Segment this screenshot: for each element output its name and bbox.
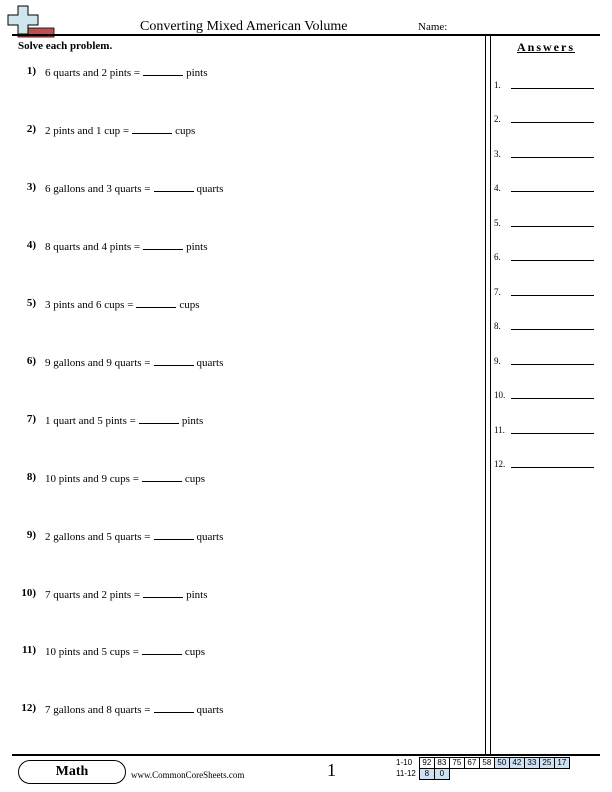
answer-line bbox=[511, 226, 594, 227]
answer-blank bbox=[154, 355, 194, 366]
answer-number: 2. bbox=[494, 114, 501, 124]
answer-line bbox=[511, 398, 594, 399]
score-table bbox=[394, 757, 570, 780]
problem-item bbox=[18, 529, 478, 543]
problem-unit: quarts bbox=[196, 704, 224, 716]
answer-line bbox=[511, 364, 594, 365]
score-cell: 50 bbox=[494, 758, 509, 769]
problem-text: 10 pints and 5 cups = bbox=[45, 646, 139, 658]
problem-text: 10 pints and 9 cups = bbox=[45, 473, 139, 485]
answer-line bbox=[511, 191, 594, 192]
problem-unit: cups bbox=[179, 299, 200, 311]
problem-number: 6) bbox=[26, 355, 36, 367]
answer-slot bbox=[494, 80, 594, 92]
score-cell: 17 bbox=[554, 758, 569, 769]
answer-line bbox=[511, 329, 594, 330]
answer-number: 11. bbox=[494, 425, 505, 435]
answer-line bbox=[511, 157, 594, 158]
problem-item bbox=[18, 413, 478, 427]
footer-rule bbox=[12, 754, 600, 756]
answer-blank bbox=[143, 587, 183, 598]
problem-item bbox=[18, 65, 478, 79]
problem-unit: pints bbox=[181, 415, 204, 427]
answer-slot bbox=[494, 252, 594, 264]
answer-blank bbox=[142, 644, 182, 655]
problem-item bbox=[18, 587, 478, 601]
answer-number: 10. bbox=[494, 390, 506, 400]
answer-slot bbox=[494, 321, 594, 333]
problem-number: 3) bbox=[26, 181, 36, 193]
answer-line bbox=[511, 88, 594, 89]
score-cell: 92 bbox=[419, 758, 434, 769]
answer-blank bbox=[143, 239, 183, 250]
problem-number: 1) bbox=[26, 65, 36, 77]
column-divider bbox=[485, 35, 491, 755]
answer-blank bbox=[154, 181, 194, 192]
answers-heading: Answers bbox=[517, 40, 575, 54]
answer-number: 3. bbox=[494, 149, 501, 159]
math-badge: Math bbox=[18, 760, 126, 784]
score-cell: 25 bbox=[539, 758, 554, 769]
problem-item bbox=[18, 702, 478, 716]
answer-number: 5. bbox=[494, 218, 501, 228]
answer-slot bbox=[494, 459, 594, 471]
score-cell: 58 bbox=[479, 758, 494, 769]
problem-unit: pints bbox=[186, 589, 208, 601]
problem-text: 6 gallons and 3 quarts = bbox=[45, 183, 151, 195]
answer-blank bbox=[132, 123, 172, 134]
header-rule bbox=[12, 34, 600, 36]
answer-line bbox=[511, 467, 594, 468]
score-cell: 75 bbox=[449, 758, 464, 769]
problem-unit: quarts bbox=[196, 531, 224, 543]
problem-unit: pints bbox=[186, 67, 208, 79]
answer-number: 1. bbox=[494, 80, 501, 90]
problem-text: 6 quarts and 2 pints = bbox=[45, 67, 141, 79]
problem-unit: quarts bbox=[196, 183, 224, 195]
problem-number: 9) bbox=[26, 529, 36, 541]
score-row-label: 11-12 bbox=[396, 769, 416, 778]
answer-line bbox=[511, 295, 594, 296]
answer-blank bbox=[154, 702, 194, 713]
answer-blank bbox=[154, 529, 194, 540]
answer-blank bbox=[136, 297, 176, 308]
score-row-label: 1-10 bbox=[396, 758, 413, 767]
problem-text: 8 quarts and 4 pints = bbox=[45, 241, 141, 253]
plus-logo-icon bbox=[4, 4, 68, 38]
answer-slot bbox=[494, 287, 594, 299]
problem-text: 3 pints and 6 cups = bbox=[45, 299, 134, 311]
problem-unit: cups bbox=[175, 125, 196, 137]
answer-line bbox=[511, 260, 594, 261]
problem-item bbox=[18, 355, 478, 369]
problem-unit: pints bbox=[186, 241, 208, 253]
problem-number: 12) bbox=[21, 702, 36, 714]
problem-item bbox=[18, 644, 478, 658]
problem-number: 11) bbox=[21, 644, 36, 656]
problem-text: 7 quarts and 2 pints = bbox=[45, 589, 141, 601]
answer-number: 4. bbox=[494, 183, 501, 193]
name-label: Name: bbox=[418, 21, 448, 33]
problem-number: 5) bbox=[26, 297, 36, 309]
problem-text: 9 gallons and 9 quarts = bbox=[45, 357, 151, 369]
answer-number: 12. bbox=[494, 459, 506, 469]
answer-line bbox=[511, 433, 594, 434]
problem-number: 10) bbox=[21, 587, 36, 599]
answer-number: 9. bbox=[494, 356, 501, 366]
answer-slot bbox=[494, 183, 594, 195]
answer-slot bbox=[494, 356, 594, 368]
answer-number: 6. bbox=[494, 252, 501, 262]
score-row bbox=[394, 769, 569, 780]
answer-slot bbox=[494, 425, 594, 437]
answer-number: 8. bbox=[494, 321, 501, 331]
answer-slot bbox=[494, 114, 594, 126]
page-number: 1 bbox=[327, 760, 336, 780]
answer-blank bbox=[142, 471, 182, 482]
problem-item bbox=[18, 123, 478, 137]
score-cell: 67 bbox=[464, 758, 479, 769]
answer-slot bbox=[494, 149, 594, 161]
answer-blank bbox=[143, 65, 183, 76]
answer-slot bbox=[494, 218, 594, 230]
problem-number: 7) bbox=[26, 413, 36, 425]
problem-number: 2) bbox=[26, 123, 36, 135]
problem-number: 8) bbox=[26, 471, 36, 483]
website-text: www.CommonCoreSheets.com bbox=[131, 770, 245, 780]
problem-text: 2 gallons and 5 quarts = bbox=[45, 531, 151, 543]
score-row bbox=[394, 758, 569, 769]
problem-text: 2 pints and 1 cup = bbox=[45, 125, 130, 137]
problem-item bbox=[18, 239, 478, 253]
instructions: Solve each problem. bbox=[18, 40, 113, 52]
score-cell: 83 bbox=[434, 758, 449, 769]
answer-slot bbox=[494, 390, 594, 402]
answer-line bbox=[511, 122, 594, 123]
score-cell: 42 bbox=[509, 758, 524, 769]
problem-item bbox=[18, 297, 478, 311]
score-cell: 8 bbox=[419, 769, 434, 780]
answer-number: 7. bbox=[494, 287, 501, 297]
problem-item bbox=[18, 471, 478, 485]
problem-unit: cups bbox=[184, 473, 206, 485]
problem-number: 4) bbox=[26, 239, 36, 251]
answer-blank bbox=[139, 413, 179, 424]
problem-item bbox=[18, 181, 478, 195]
problem-text: 7 gallons and 8 quarts = bbox=[45, 704, 151, 716]
worksheet-title: Converting Mixed American Volume bbox=[140, 19, 348, 34]
score-cell: 0 bbox=[434, 769, 449, 780]
problem-unit: cups bbox=[184, 646, 206, 658]
problem-unit: quarts bbox=[196, 357, 224, 369]
score-cell: 33 bbox=[524, 758, 539, 769]
problem-text: 1 quart and 5 pints = bbox=[45, 415, 136, 427]
